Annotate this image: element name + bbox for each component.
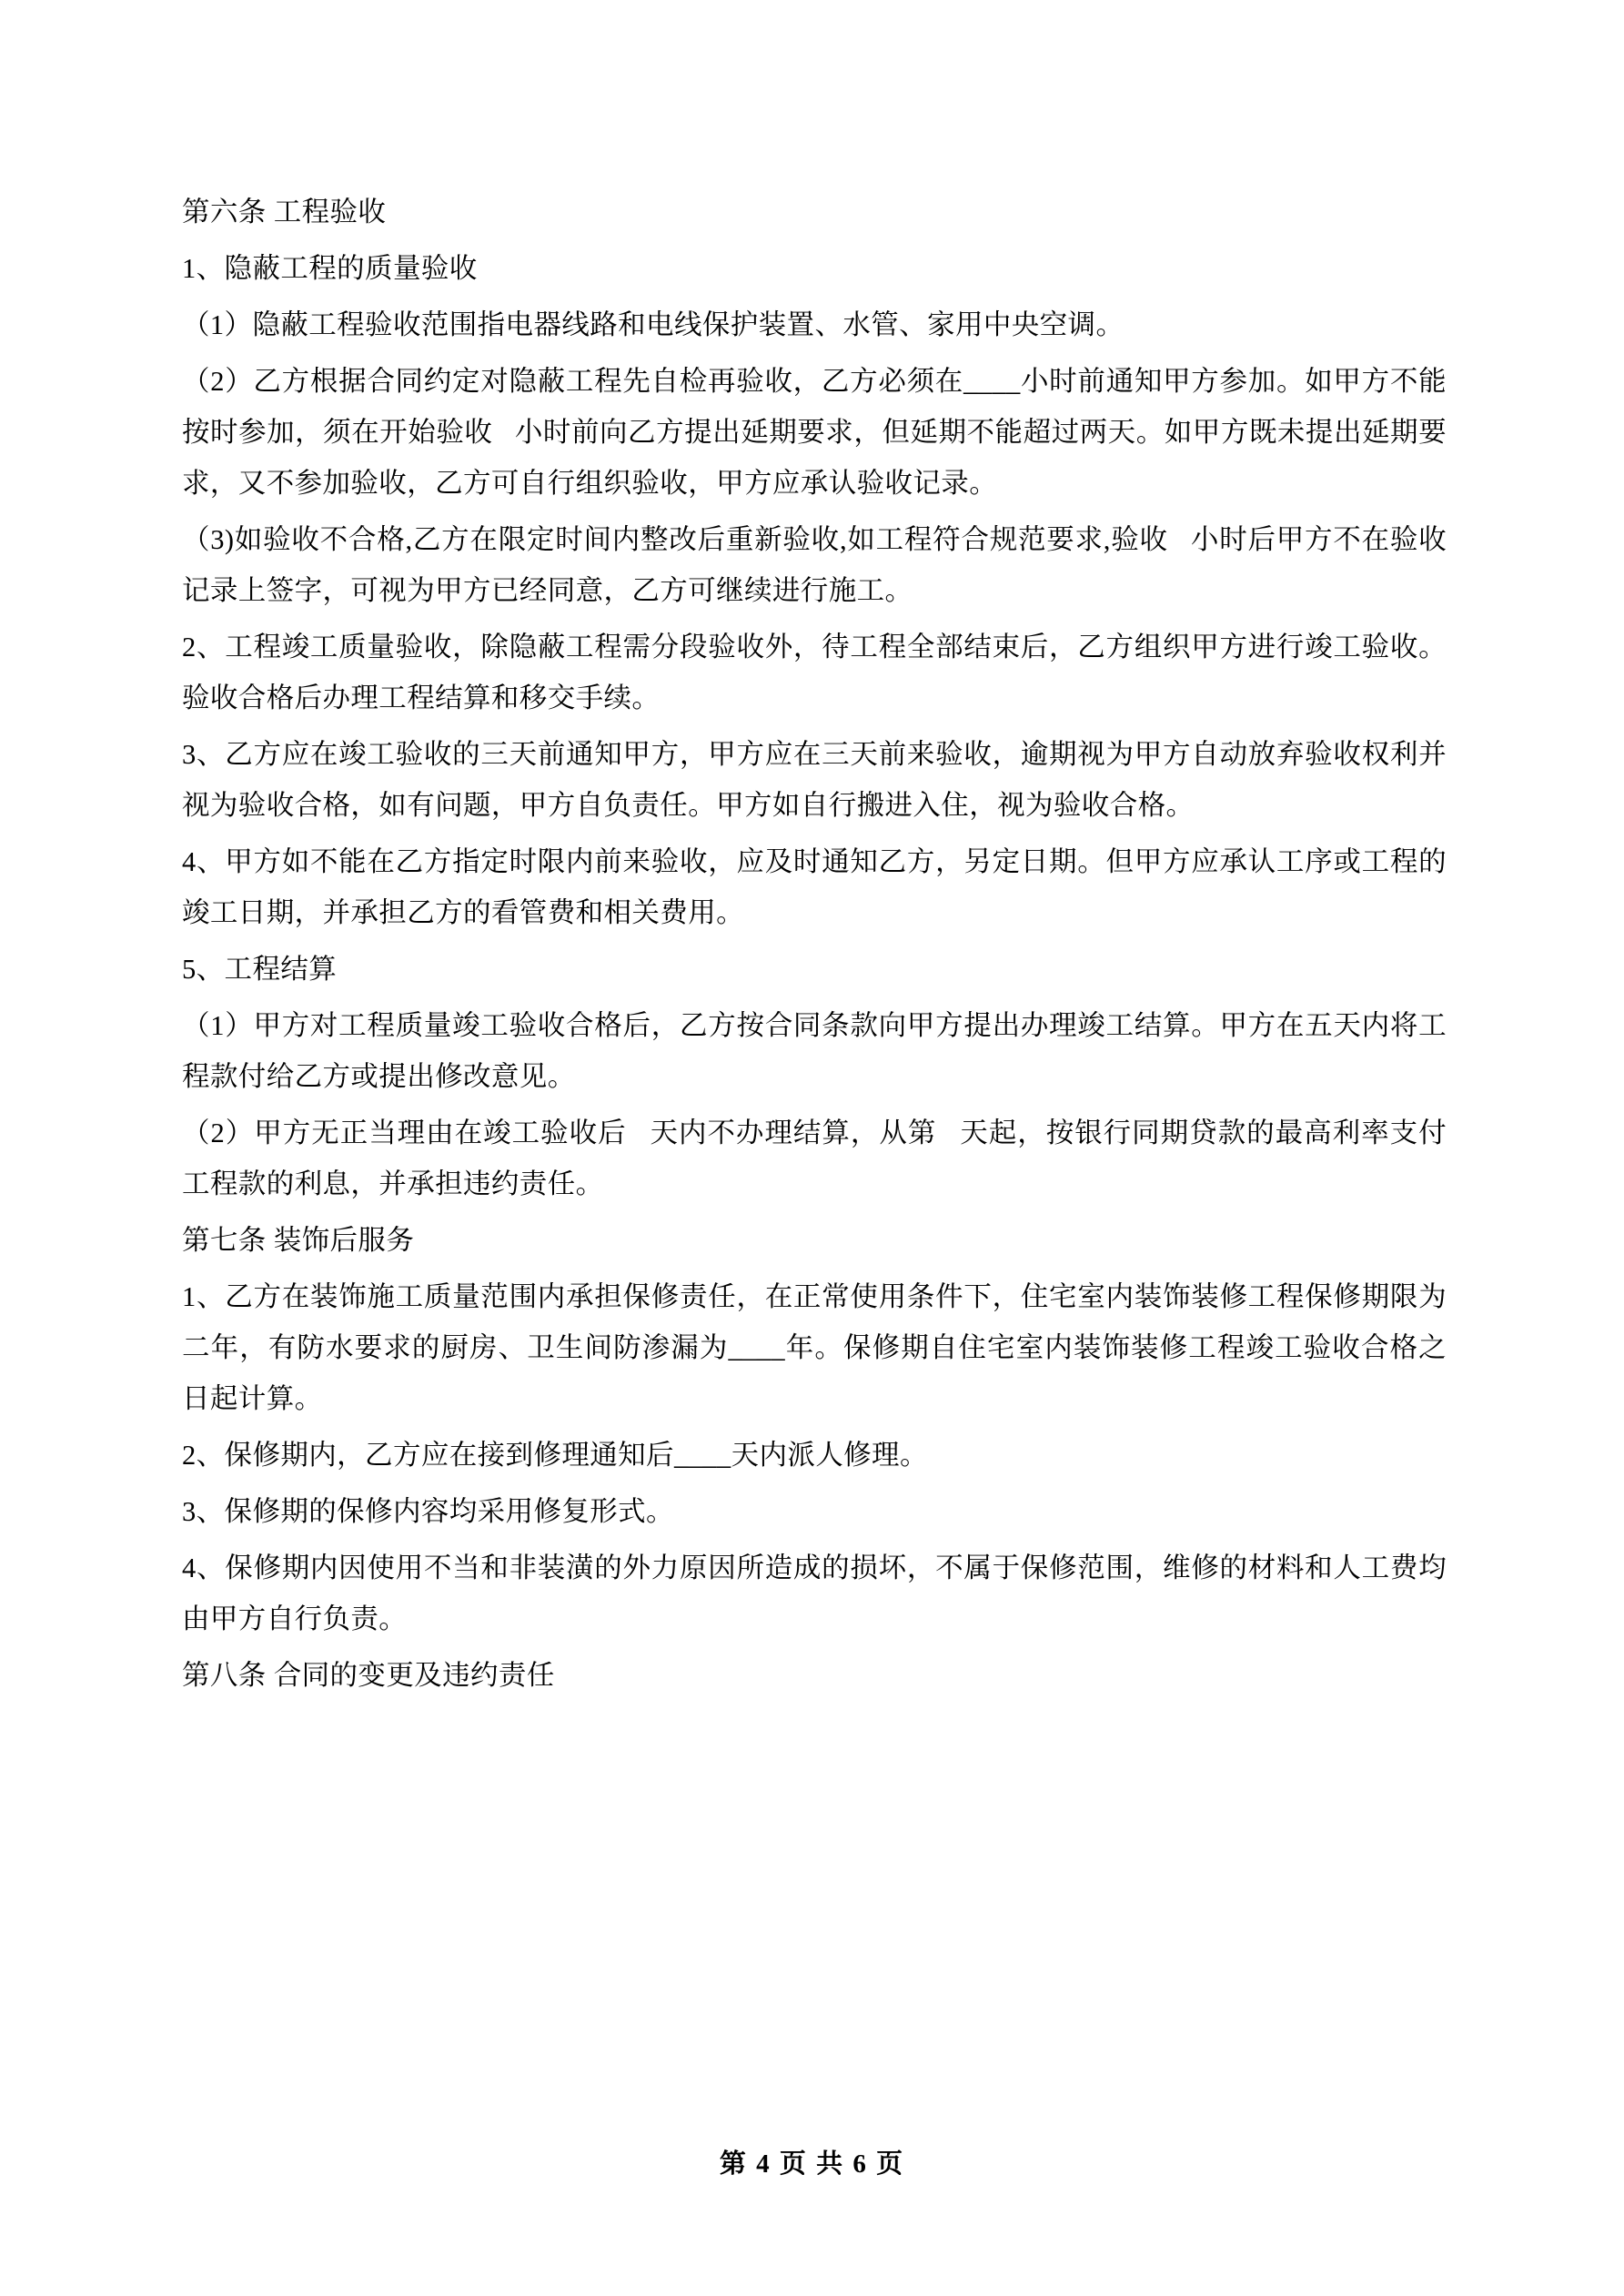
paragraph: （2）乙方根据合同约定对隐蔽工程先自检再验收，乙方必须在____小时前通知甲方参加。如甲方不能按时参加，须在开始验收 小时前向乙方提出延期要求，但延期不能超过两天。如甲方既未提出延期要求，又不参加验收，乙方可自行组织验收，甲方应承认验收记录。 xyxy=(182,366,1447,499)
paragraph: （2）甲方无正当理由在竣工验收后 天内不办理结算，从第 天起，按银行同期贷款的最高利率支付工程款的利息，并承担违约责任。 xyxy=(182,1118,1447,1199)
paragraph: 1、隐蔽工程的质量验收 xyxy=(182,253,478,284)
paragraph: 2、保修期内，乙方应在接到修理通知后____天内派人修理。 xyxy=(182,1440,928,1471)
paragraph: 2、工程竣工质量验收，除隐蔽工程需分段验收外，待工程全部结束后，乙方组织甲方进行竣工验收。验收合格后办理工程结算和移交手续。 xyxy=(182,632,1447,713)
document-body xyxy=(182,187,1447,1706)
section-heading: 第八条 合同的变更及违约责任 xyxy=(182,1660,555,1691)
paragraph: 3、乙方应在竣工验收的三天前通知甲方，甲方应在三天前来验收，逾期视为甲方自动放弃验收权利并视为验收合格，如有问题，甲方自负责任。甲方如自行搬进入住，视为验收合格。 xyxy=(182,739,1447,821)
paragraph: （1）甲方对工程质量竣工验收合格后，乙方按合同条款向甲方提出办理竣工结算。甲方在五天内将工程款付给乙方或提出修改意见。 xyxy=(182,1010,1447,1092)
paragraph: （3)如验收不合格,乙方在限定时间内整改后重新验收,如工程符合规范要求,验收 小时后甲方不在验收记录上签字，可视为甲方已经同意，乙方可继续进行施工。 xyxy=(182,524,1447,606)
paragraph: 4、甲方如不能在乙方指定时限内前来验收，应及时通知乙方，另定日期。但甲方应承认工序或工程的竣工日期，并承担乙方的看管费和相关费用。 xyxy=(182,846,1447,928)
paragraph: 1、乙方在装饰施工质量范围内承担保修责任，在正常使用条件下，住宅室内装饰装修工程保修期限为二年，有防水要求的厨房、卫生间防渗漏为____年。保修期自住宅室内装饰装修工程竣工验收合格之日起计算。 xyxy=(182,1281,1447,1414)
paragraph: 3、保修期的保修内容均采用修复形式。 xyxy=(182,1496,674,1527)
paragraph: （1）隐蔽工程验收范围指电器线路和电线保护装置、水管、家用中央空调。 xyxy=(182,309,1125,340)
paragraph: 4、保修期内因使用不当和非装潢的外力原因所造成的损坏，不属于保修范围，维修的材料和人工费均由甲方自行负责。 xyxy=(182,1553,1447,1634)
paragraph: 5、工程结算 xyxy=(182,954,338,985)
page-footer: 第 4 页 共 6 页 xyxy=(719,2149,905,2179)
section-heading: 第七条 装饰后服务 xyxy=(182,1225,415,1256)
section-heading: 第六条 工程验收 xyxy=(182,197,387,228)
